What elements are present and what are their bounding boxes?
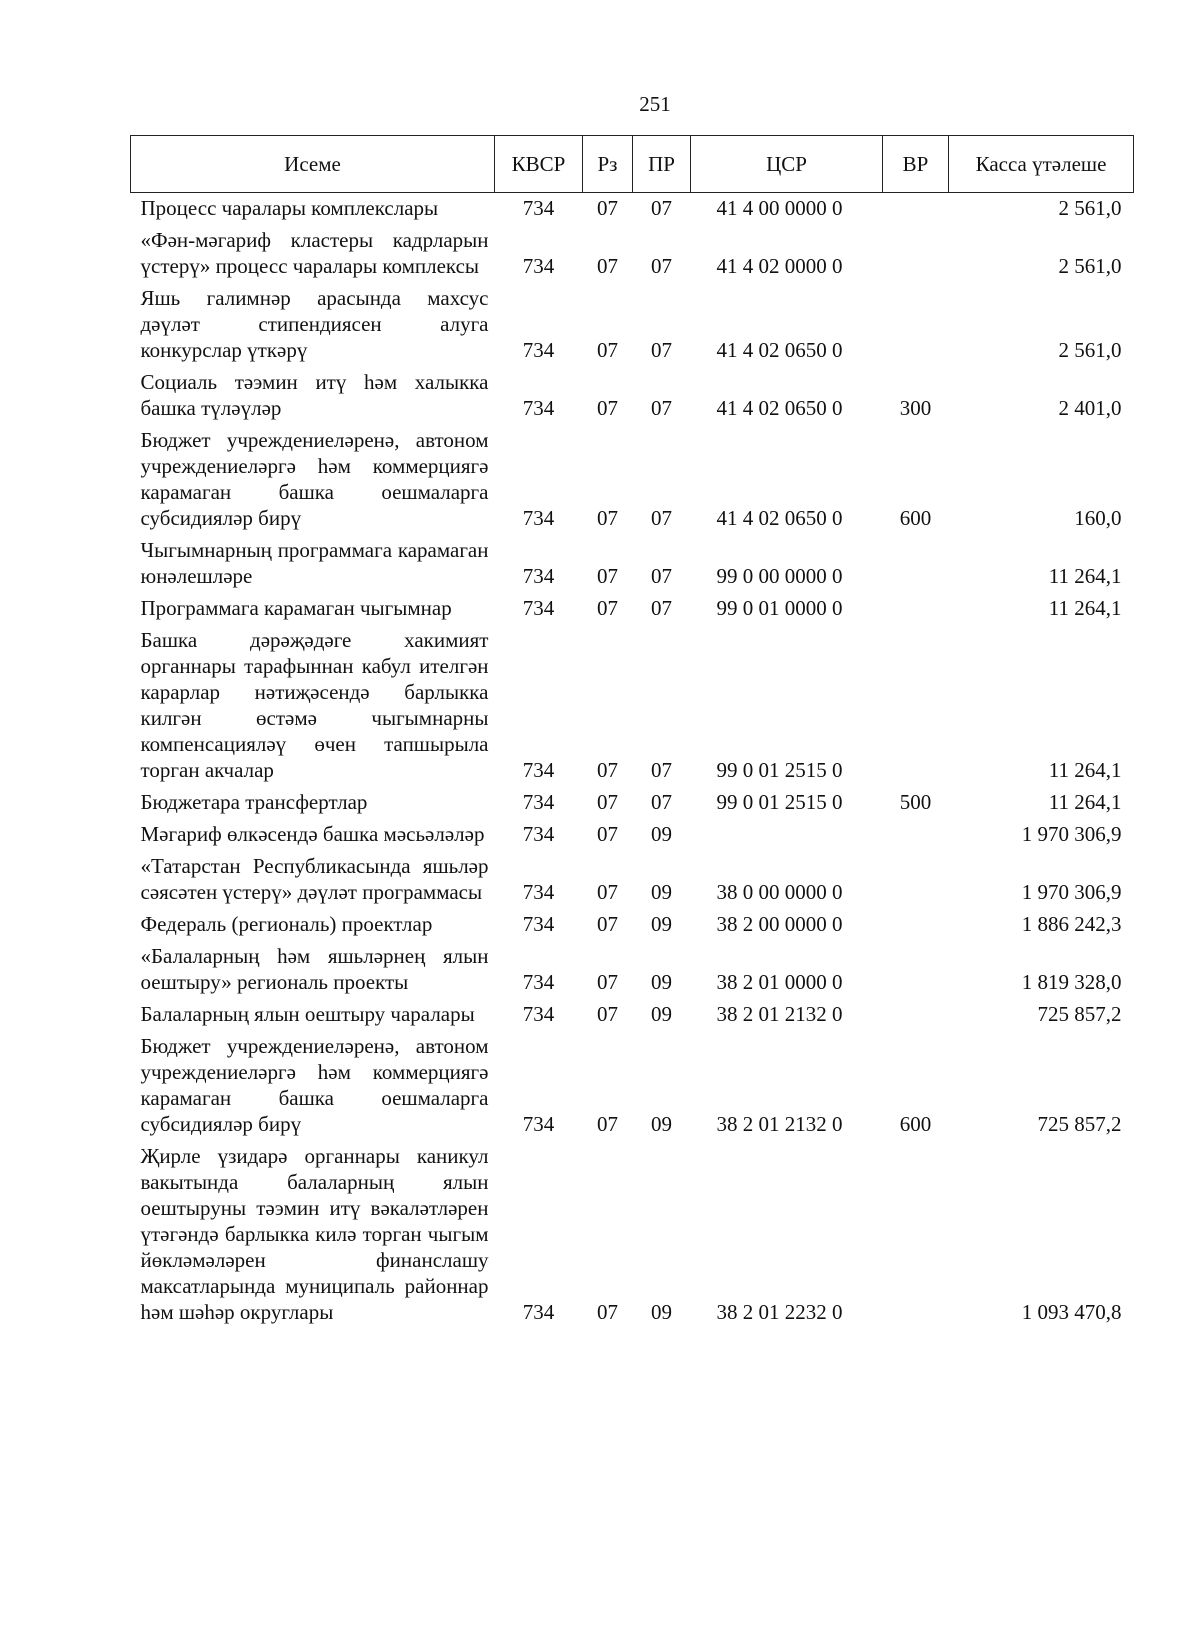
- cell-rz: 07: [597, 912, 618, 936]
- cell-name: Программага карамаган чыгымнар: [140, 596, 452, 620]
- cell-name: «Балаларның һәм яшьләрнең ялын оештыру» региональ проекты: [140, 944, 489, 994]
- cell-sum: 2 561,0: [1058, 338, 1122, 362]
- table-row: [131, 787, 1134, 819]
- cell-rz: 07: [597, 1300, 618, 1324]
- cell-sum: 160,0: [1074, 506, 1122, 530]
- cell-vr: 300: [899, 396, 932, 420]
- cell-sum: 11 264,1: [1048, 758, 1122, 782]
- table-header: [131, 136, 1134, 193]
- cell-vr: 500: [899, 790, 932, 814]
- cell-name: «Татарстан Республикасында яшьләр сәясәтен үстерү» дәүләт программасы: [140, 854, 489, 904]
- cell-vr: [883, 225, 949, 283]
- cell-pr: 09: [651, 1002, 672, 1026]
- cell-name: Федераль (региональ) проектлар: [140, 912, 433, 936]
- cell-rz: 07: [597, 758, 618, 782]
- cell-kvsr: 734: [522, 790, 555, 814]
- cell-sum: 11 264,1: [1048, 564, 1122, 588]
- cell-pr: 07: [651, 564, 672, 588]
- header-sum: Касса үтәлеше: [949, 136, 1134, 193]
- cell-kvsr: 734: [522, 338, 555, 362]
- table-row: [131, 625, 1134, 787]
- table-row: [131, 593, 1134, 625]
- cell-sum: 1 819 328,0: [1021, 970, 1122, 994]
- cell-pr: 07: [651, 254, 672, 278]
- cell-pr: 09: [651, 822, 672, 846]
- cell-pr: 07: [651, 196, 672, 220]
- cell-rz: 07: [597, 396, 618, 420]
- cell-sum: 2 401,0: [1058, 396, 1122, 420]
- cell-csr: 41 4 02 0000 0: [716, 254, 843, 278]
- cell-vr: 600: [899, 1112, 932, 1136]
- table-row: [131, 999, 1134, 1031]
- cell-vr: [883, 999, 949, 1031]
- cell-kvsr: 734: [522, 196, 555, 220]
- cell-rz: 07: [597, 506, 618, 530]
- table-row: [131, 225, 1134, 283]
- cell-name: Процесс чаралары комплекслары: [140, 196, 439, 220]
- cell-csr: 99 0 00 0000 0: [716, 564, 843, 588]
- cell-csr: 99 0 01 2515 0: [716, 758, 843, 782]
- cell-csr: 38 2 01 2132 0: [716, 1002, 843, 1026]
- cell-rz: 07: [597, 1112, 618, 1136]
- cell-csr: 41 4 00 0000 0: [716, 196, 843, 220]
- table-row: [131, 535, 1134, 593]
- cell-kvsr: 734: [522, 822, 555, 846]
- header-name: Исеме: [131, 136, 495, 193]
- header-kvsr: КВСР: [495, 136, 583, 193]
- cell-rz: 07: [597, 970, 618, 994]
- cell-vr: [883, 625, 949, 787]
- cell-kvsr: 734: [522, 758, 555, 782]
- table-row: [131, 1031, 1134, 1141]
- cell-vr: [883, 909, 949, 941]
- cell-name: Яшь галимнәр арасында махсус дәүләт стипендиясен алуга конкурслар үткәрү: [140, 286, 489, 362]
- cell-rz: 07: [597, 254, 618, 278]
- cell-vr: [883, 535, 949, 593]
- cell-kvsr: 734: [522, 912, 555, 936]
- budget-table: [130, 135, 1134, 1329]
- cell-kvsr: 734: [522, 1002, 555, 1026]
- cell-pr: 07: [651, 506, 672, 530]
- table-row: [131, 193, 1134, 226]
- cell-name: Балаларның ялын оештыру чаралары: [140, 1002, 475, 1026]
- header-vr: ВР: [883, 136, 949, 193]
- cell-csr: 38 0 00 0000 0: [716, 880, 843, 904]
- cell-csr: 38 2 00 0000 0: [716, 912, 843, 936]
- cell-pr: 07: [651, 758, 672, 782]
- cell-rz: 07: [597, 596, 618, 620]
- cell-pr: 09: [651, 912, 672, 936]
- cell-kvsr: 734: [522, 970, 555, 994]
- cell-pr: 07: [651, 396, 672, 420]
- cell-rz: 07: [597, 338, 618, 362]
- cell-rz: 07: [597, 564, 618, 588]
- cell-vr: [883, 193, 949, 226]
- cell-csr: 99 0 01 0000 0: [716, 596, 843, 620]
- cell-pr: 09: [651, 1112, 672, 1136]
- cell-sum: 1 093 470,8: [1021, 1300, 1122, 1324]
- cell-kvsr: 734: [522, 880, 555, 904]
- cell-rz: 07: [597, 880, 618, 904]
- cell-kvsr: 734: [522, 396, 555, 420]
- cell-kvsr: 734: [522, 254, 555, 278]
- cell-name: Бюджет учреждениеләренә, автоном учреждениеләргә һәм коммерциягә карамаган башка оешмаларга субсидияләр бирү: [140, 428, 489, 530]
- cell-vr: [883, 941, 949, 999]
- cell-sum: 2 561,0: [1058, 196, 1122, 220]
- cell-name: Чыгымнарның программага карамаган юнәлешләре: [140, 538, 489, 588]
- cell-csr: 41 4 02 0650 0: [716, 338, 843, 362]
- cell-csr: 38 2 01 2232 0: [716, 1300, 843, 1324]
- cell-vr: [883, 851, 949, 909]
- cell-kvsr: 734: [522, 564, 555, 588]
- cell-kvsr: 734: [522, 596, 555, 620]
- cell-sum: 725 857,2: [1037, 1112, 1122, 1136]
- cell-name: Бюджетара трансфертлар: [140, 790, 368, 814]
- cell-rz: 07: [597, 1002, 618, 1026]
- table-row: [131, 851, 1134, 909]
- cell-name: Бюджет учреждениеләренә, автоном учреждениеләргә һәм коммерциягә карамаган башка оешмаларга субсидияләр бирү: [140, 1034, 489, 1136]
- header-pr: ПР: [633, 136, 691, 193]
- table-row: [131, 1141, 1134, 1329]
- cell-vr: [883, 283, 949, 367]
- table-row: [131, 909, 1134, 941]
- table-row: [131, 283, 1134, 367]
- cell-name: Социаль тәэмин итү һәм халыкка башка түләүләр: [140, 370, 489, 420]
- cell-kvsr: 734: [522, 506, 555, 530]
- cell-pr: 07: [651, 596, 672, 620]
- cell-sum: 1 886 242,3: [1021, 912, 1122, 936]
- cell-rz: 07: [597, 790, 618, 814]
- cell-csr: 41 4 02 0650 0: [716, 506, 843, 530]
- cell-pr: 09: [651, 1300, 672, 1324]
- cell-csr: 99 0 01 2515 0: [716, 790, 843, 814]
- cell-name: Башка дәрәҗәдәге хакимият органнары тарафыннан кабул ителгән карарлар нәтиҗәсендә барлыкка килгән өстәмә чыгымнарны компенсацияләү өчен тапшырыла торган акчалар: [140, 628, 489, 782]
- cell-rz: 07: [597, 196, 618, 220]
- cell-csr: 38 2 01 0000 0: [716, 970, 843, 994]
- cell-pr: 09: [651, 970, 672, 994]
- cell-sum: 2 561,0: [1058, 254, 1122, 278]
- table-body: [131, 193, 1134, 1330]
- table-row: [131, 425, 1134, 535]
- cell-pr: 07: [651, 338, 672, 362]
- cell-pr: 09: [651, 880, 672, 904]
- cell-csr: [691, 819, 883, 851]
- cell-csr: 38 2 01 2132 0: [716, 1112, 843, 1136]
- cell-vr: 600: [899, 506, 932, 530]
- table-row: [131, 367, 1134, 425]
- header-rz: Рз: [583, 136, 633, 193]
- table-row: [131, 819, 1134, 851]
- cell-csr: 41 4 02 0650 0: [716, 396, 843, 420]
- page-number: 251: [639, 92, 671, 116]
- cell-sum: 1 970 306,9: [1021, 822, 1122, 846]
- cell-sum: 11 264,1: [1048, 596, 1122, 620]
- cell-name: Җирле үзидарә органнары каникул вакытында балаларның ялын оештыруны тәэмин итү вәкаләтләрен үтәгәндә барлыкка килә торган чыгым йөкләмәләрен финанслашу максатларында муниципаль районнар һәм шәһәр округлары: [140, 1144, 489, 1324]
- cell-kvsr: 734: [522, 1300, 555, 1324]
- cell-sum: 11 264,1: [1048, 790, 1122, 814]
- cell-name: Мәгариф өлкәсендә башка мәсьәләләр: [140, 822, 485, 846]
- cell-name: «Фән-мәгариф кластеры кадрларын үстерү» процесс чаралары комплексы: [140, 228, 489, 278]
- cell-vr: [883, 819, 949, 851]
- cell-vr: [883, 593, 949, 625]
- cell-sum: 725 857,2: [1037, 1002, 1122, 1026]
- cell-vr: [883, 1141, 949, 1329]
- cell-sum: 1 970 306,9: [1021, 880, 1122, 904]
- cell-kvsr: 734: [522, 1112, 555, 1136]
- cell-pr: 07: [651, 790, 672, 814]
- header-csr: ЦСР: [691, 136, 883, 193]
- table-row: [131, 941, 1134, 999]
- cell-rz: 07: [597, 822, 618, 846]
